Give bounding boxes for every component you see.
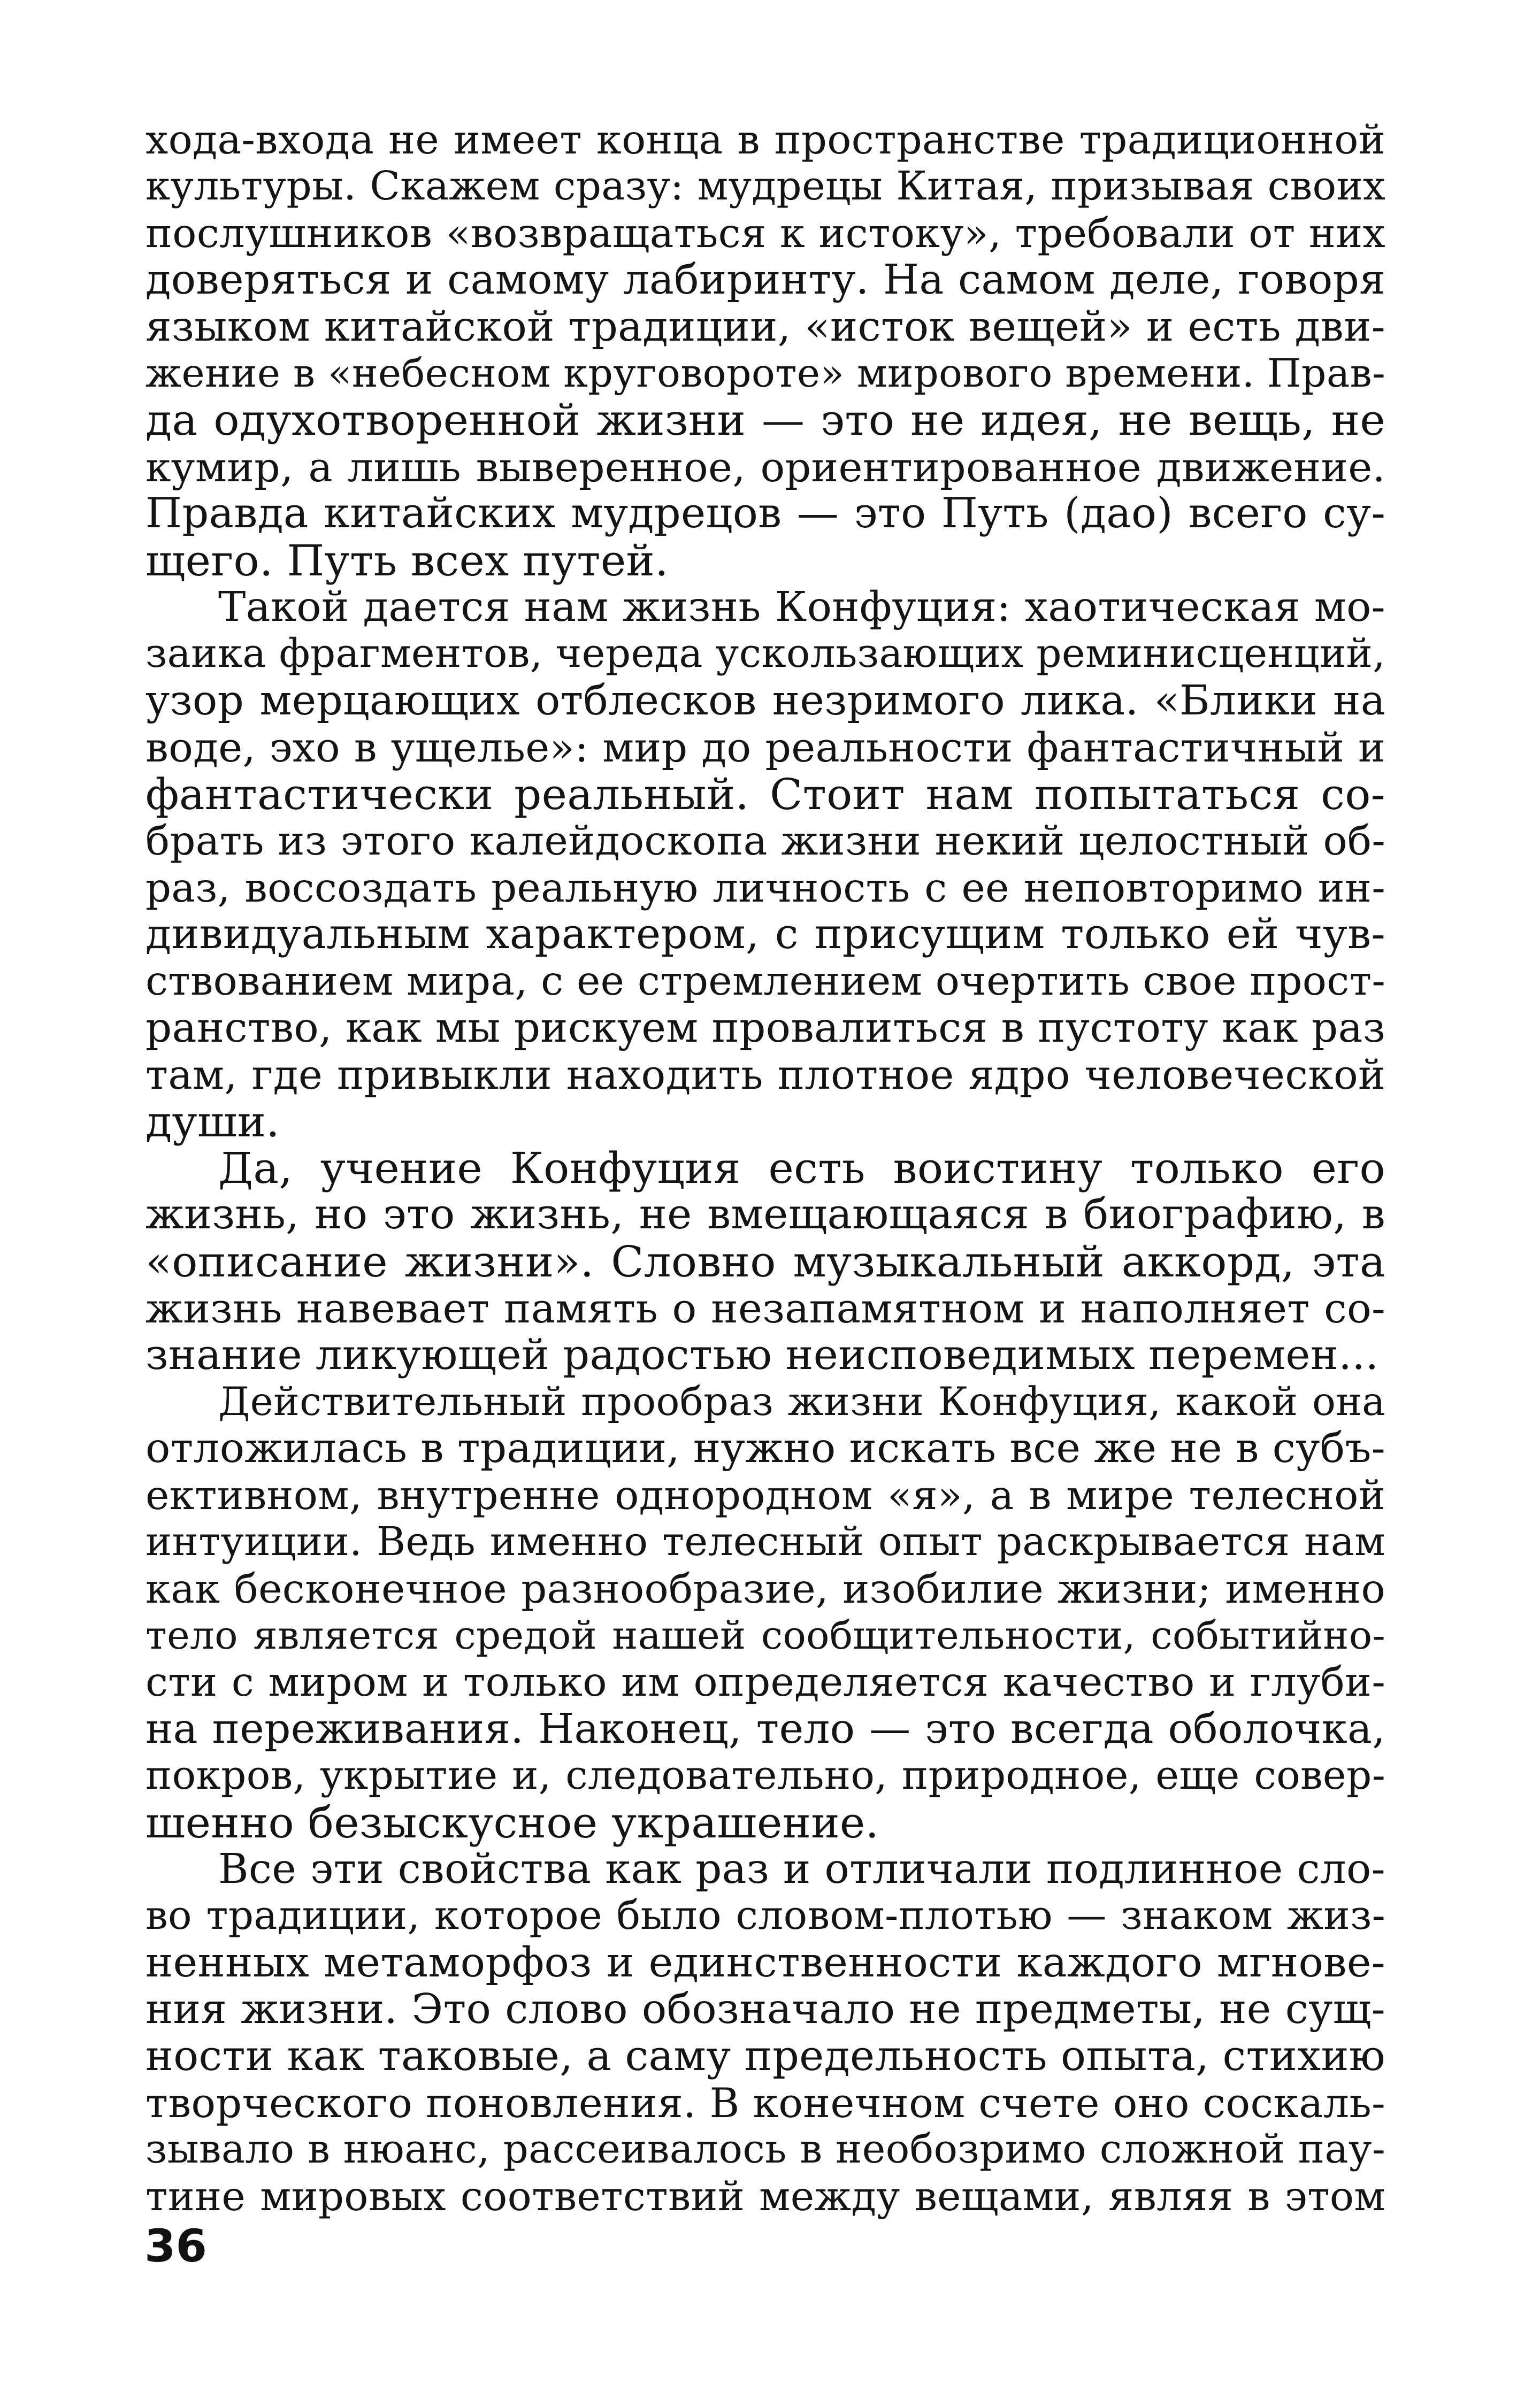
text-line: доверяться и самому лабиринту. На самом деле, говоря [145, 256, 1385, 304]
paragraph-1 [145, 117, 1385, 584]
text-line: зывало в нюанс, рассеивалось в необозримо сложной пау- [145, 2126, 1385, 2173]
text-line: покров, укрытие и, следовательно, природное, еще совер- [145, 1752, 1385, 1799]
text-line: послушников «возвращаться к истоку», требовали от них [145, 209, 1385, 257]
text-line: ния жизни. Это слово обозначало не предметы, не сущ- [145, 1986, 1385, 2034]
text-line: ранство, как мы рискуем провалиться в пустоту как раз [145, 1004, 1385, 1052]
text-line: сти с миром и только им определяется качество и глуби- [145, 1658, 1385, 1706]
text-line: Правда китайских мудрецов — это Путь (дао) всего су- [145, 489, 1385, 538]
text-line: отложилась в традиции, нужно искать все же не в субъ- [145, 1425, 1385, 1473]
text-line: «описание жизни». Словно музыкальный аккорд, эта [145, 1236, 1385, 1287]
text-line: жизнь, но это жизнь, не вмещающаяся в биографию, в [145, 1190, 1385, 1239]
text-line: да одухотворенной жизни — это не идея, не вещь, не [145, 395, 1385, 445]
text-line: ности как таковые, а саму предельность опыта, стихию [145, 2032, 1385, 2080]
text-line: на переживания. Наконец, тело — это всегда оболочка, [145, 1705, 1385, 1753]
text-line: тело является средой нашей сообщительности, событийно- [145, 1613, 1385, 1658]
text-line: творческого поновления. В конечном счете оно соскаль- [145, 2079, 1385, 2127]
text-line: как бесконечное разнообразие, изобилие жизни; именно [145, 1565, 1385, 1612]
text-line: хода-входа не имеет конца в пространстве традиционной [145, 116, 1385, 163]
paragraph-3 [145, 1145, 1385, 1379]
text-line: интуиции. Ведь именно телесный опыт раскрывается нам [145, 1519, 1385, 1565]
text-line: знание ликующей радостью неисповедимых перемен... [145, 1330, 1379, 1379]
text-line: ненных метаморфоз и единственности каждого мгнове- [145, 1938, 1385, 1987]
text-line: ективном, внутренне однородном «я», а в мире телесной [145, 1471, 1385, 1519]
text-line: кумир, а лишь выверенное, ориентированное движение. [145, 443, 1385, 491]
text-line: тине мировых соответствий между вещами, являя в этом [145, 2172, 1385, 2220]
body-text [145, 117, 1385, 2220]
text-line: заика фрагментов, череда ускользающих реминисценций, [145, 630, 1385, 677]
text-line: ствованием мира, с ее стремлением очертить свое прост- [145, 957, 1385, 1005]
page-number: 36 [144, 2220, 207, 2272]
text-line: жизнь навевает память о незапамятном и наполняет со- [145, 1284, 1385, 1333]
text-line: жение в «небесном круговороте» мирового времени. Прав- [145, 351, 1385, 397]
text-line: Все эти свойства как раз и отличали подлинное сло- [218, 1845, 1385, 1894]
paragraph-4 [145, 1379, 1385, 1846]
text-line: узор мерцающих отблесков незримого лика. «Блики на [145, 676, 1385, 725]
paragraph-2 [145, 584, 1385, 1145]
paragraph-5 [145, 1846, 1385, 2220]
text-line: раз, воссоздать реальную личность с ее неповторимо ин- [145, 864, 1385, 911]
text-line: языком китайской традиции, «исток вещей» и есть дви- [145, 303, 1385, 351]
text-line: щего. Путь всех путей. [145, 535, 669, 586]
text-line: там, где привыкли находить плотное ядро человеческой [145, 1051, 1385, 1099]
text-line: Да, учение Конфуция есть воистину только его [218, 1143, 1385, 1193]
text-line: души. [145, 1096, 280, 1147]
text-line: шенно безыскусное украшение. [145, 1797, 879, 1848]
text-line: брать из этого калейдоскопа жизни некий целостный об- [145, 817, 1385, 865]
text-line: дивидуальным характером, с присущим только ей чув- [145, 910, 1385, 958]
text-line: Действительный прообраз жизни Конфуция, какой она [218, 1379, 1385, 1425]
text-line: культуры. Скажем сразу: мудрецы Китая, призывая своих [145, 163, 1385, 210]
text-line: фантастически реальный. Стоит нам попытаться со- [145, 769, 1385, 819]
text-line: во традиции, которое было словом-плотью — знаком жиз- [145, 1892, 1385, 1939]
text-line: Такой дается нам жизнь Конфуция: хаотическая мо- [218, 583, 1385, 632]
text-line: воде, эхо в ущелье»: мир до реальности фантастичный и [145, 724, 1385, 772]
